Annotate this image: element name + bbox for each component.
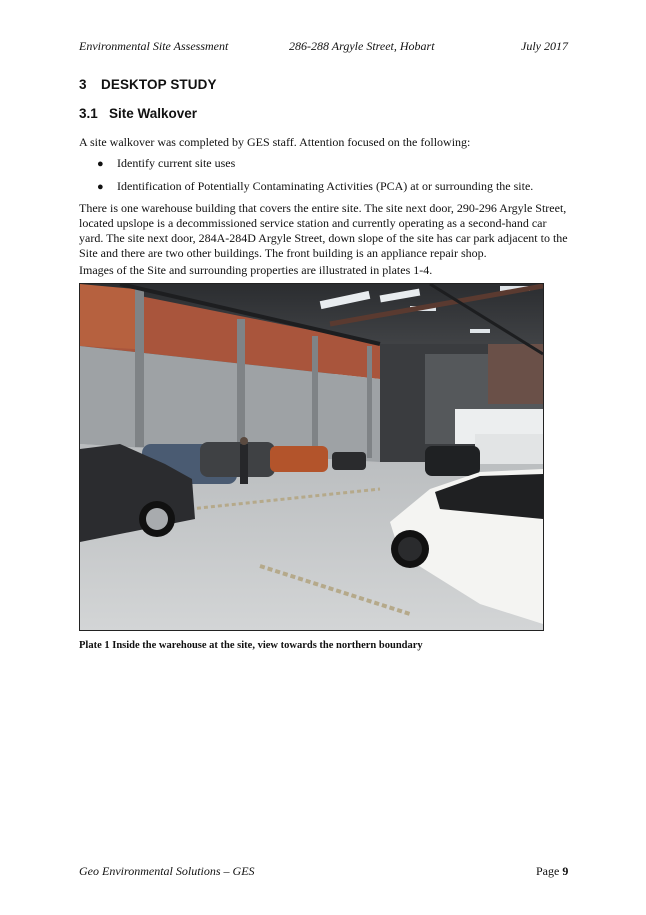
bullet-item bbox=[97, 179, 533, 195]
bullet-text: Identification of Potentially Contaminating Activities (PCA) at or surrounding the site. bbox=[117, 179, 534, 193]
plate-1-photo bbox=[79, 283, 544, 631]
bullet-dot-icon: ● bbox=[97, 181, 104, 193]
footer-page bbox=[536, 864, 568, 879]
header-site-address: 286-288 Argyle Street, Hobart bbox=[289, 39, 435, 53]
subsection-heading bbox=[79, 106, 197, 121]
bullet-dot-icon: ● bbox=[97, 158, 104, 170]
footer-page-label: Page bbox=[536, 864, 560, 878]
site-description-paragraph: There is one warehouse building that covers the entire site. The site next door, 290-296 Argyle Street, located upslope is a decommissioned service station and currently operating as a second-hand car yard. The site next door, 284A-284D Argyle Street, down slope of the site has car park adjacent to the Site and there are two other buildings. The front building is an appliance repair shop. bbox=[79, 201, 568, 260]
images-note-paragraph: Images of the Site and surrounding properties are illustrated in plates 1-4. bbox=[79, 263, 433, 277]
section-heading bbox=[79, 77, 217, 92]
bullet-item bbox=[97, 156, 235, 172]
plate-caption: Plate 1 Inside the warehouse at the site, view towards the northern boundary bbox=[79, 640, 423, 651]
footer-company: Geo Environmental Solutions – GES bbox=[79, 864, 255, 878]
header-document-title: Environmental Site Assessment bbox=[79, 39, 229, 53]
header-date: July 2017 bbox=[521, 39, 568, 53]
section-title: DESKTOP STUDY bbox=[101, 77, 217, 92]
subsection-title: Site Walkover bbox=[109, 106, 198, 121]
warehouse-interior-illustration bbox=[80, 284, 543, 630]
footer-page-number: 9 bbox=[562, 864, 569, 878]
subsection-number: 3.1 bbox=[79, 106, 98, 121]
bullet-text: Identify current site uses bbox=[117, 156, 236, 170]
intro-paragraph: A site walkover was completed by GES staff. Attention focused on the following: bbox=[79, 135, 471, 149]
section-number: 3 bbox=[79, 77, 87, 92]
